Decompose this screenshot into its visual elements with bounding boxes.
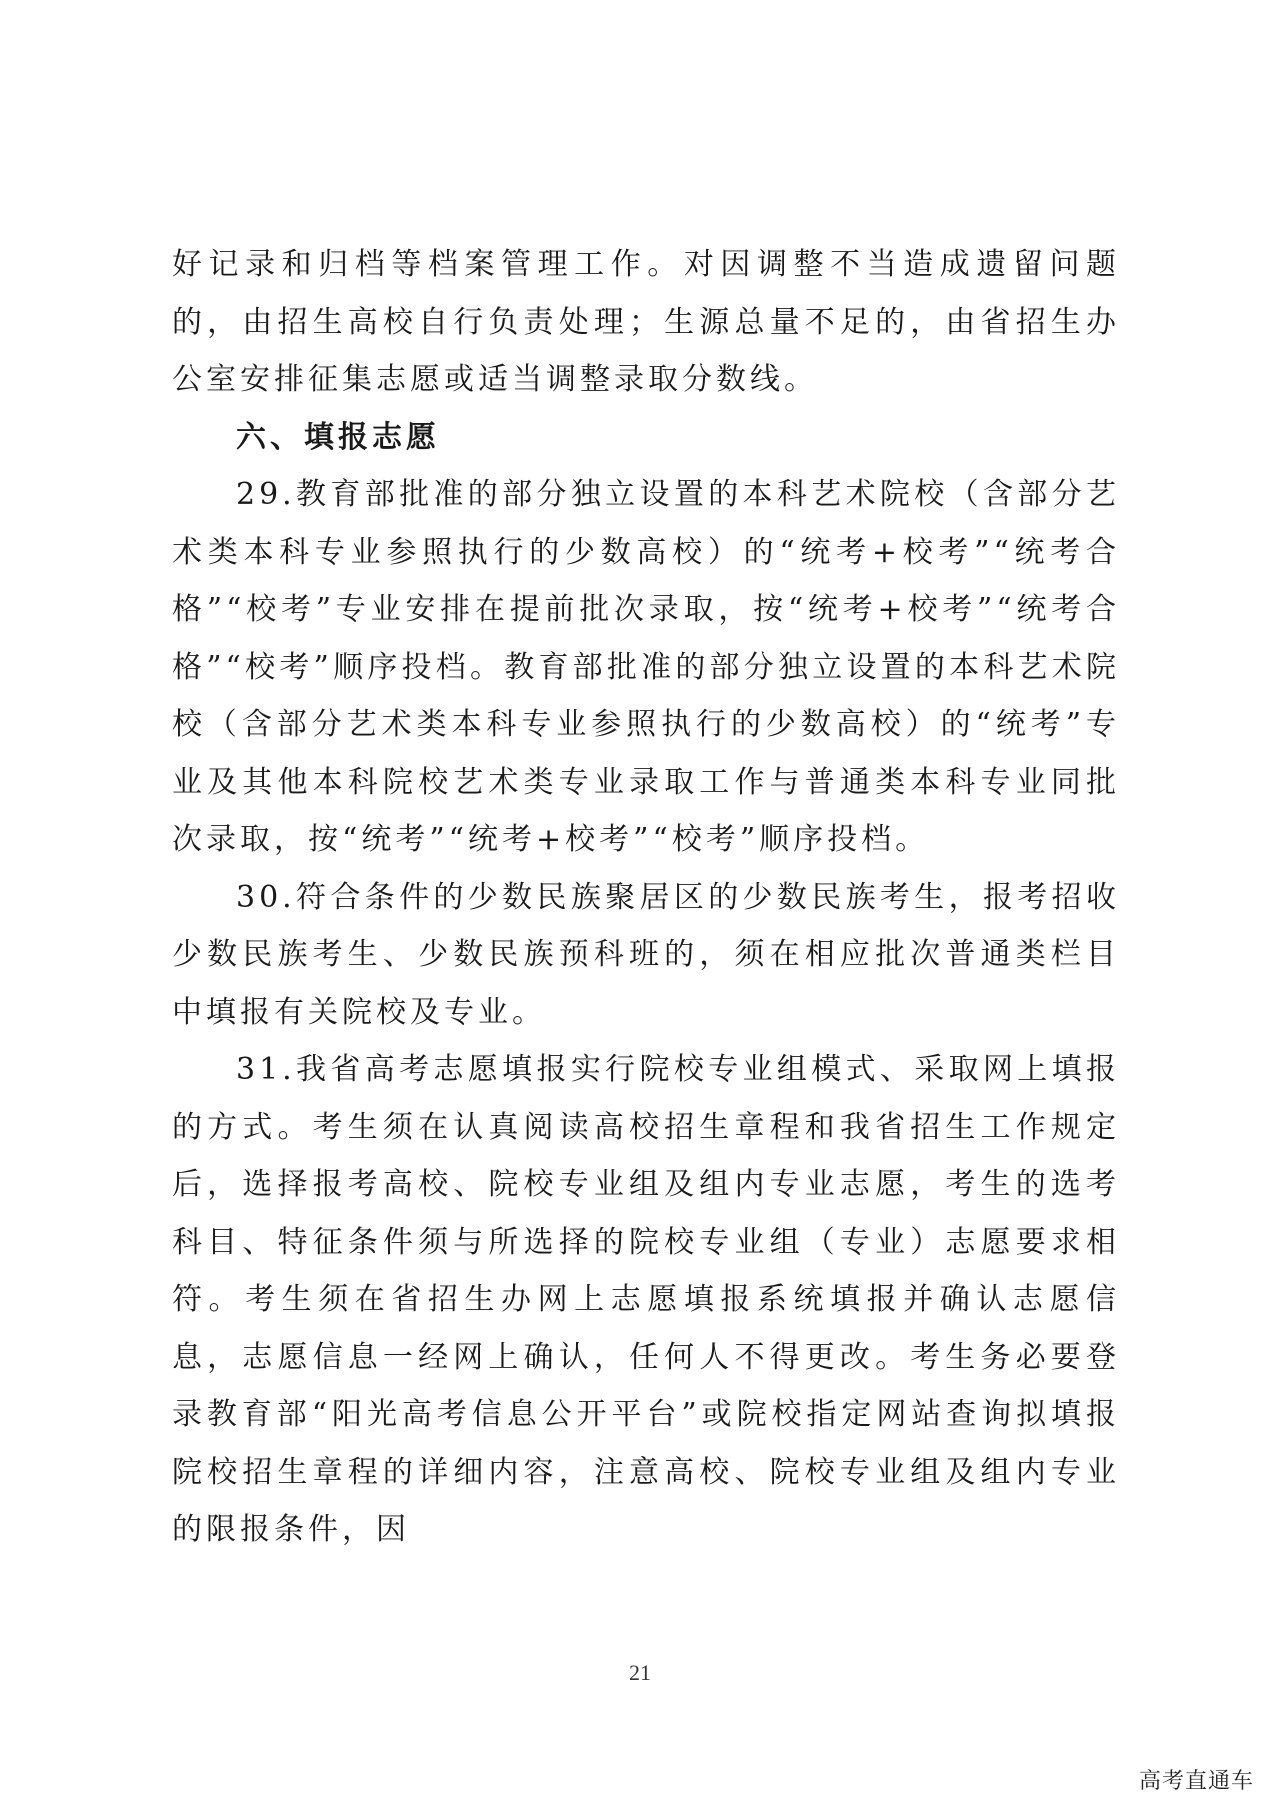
- paragraph-30-ethnic-minorities: 30.符合条件的少数民族聚居区的少数民族考生，报考招收少数民族考生、少数民族预科班的，须在相应批次普通类栏目中填报有关院校及专业。: [172, 879, 1120, 1030]
- watermark-logo-text: 高考直通车: [1138, 1769, 1254, 1794]
- section-heading-fill-application: 六、填报志愿: [236, 419, 440, 455]
- document-body: [172, 236, 1120, 1559]
- paragraph-31-online-application: 31.我省高考志愿填报实行院校专业组模式、采取网上填报的方式。考生须在认真阅读高校招生章程和我省招生工作规定后，选择报考高校、院校专业组及组内专业志愿，考生的选考科目、特征条件须与所选择的院校专业组（专业）志愿要求相符。考生须在省招生办网上志愿填报系统填报并确认志愿信息，志愿信息一经网上确认，任何人不得更改。考生务必要登录教育部“阳光高考信息公开平台”或院校指定网站查询拟填报院校招生章程的详细内容，注意高校、院校专业组及组内专业的限报条件，因: [172, 1052, 1120, 1547]
- page-number: 21: [629, 1660, 651, 1685]
- paragraph-archive-management: 好记录和归档等档案管理工作。对因调整不当造成遗留问题的，由招生高校自行负责处理；生源总量不足的，由省招生办公室安排征集志愿或适当调整录取分数线。: [172, 247, 1120, 397]
- paragraph-29-art-colleges: 29.教育部批准的部分独立设置的本科艺术院校（含部分艺术类本科专业参照执行的少数高校）的“统考+校考”“统考合格”“校考”专业安排在提前批次录取，按“统考+校考”“统考合格”“校考”顺序投档。教育部批准的部分独立设置的本科艺术院校（含部分艺术类本科专业参照执行的少数高校）的“统考”专业及其他本科院校艺术类专业录取工作与普通类本科专业同批次录取，按“统考”“统考+校考”“校考”顺序投档。: [172, 477, 1120, 857]
